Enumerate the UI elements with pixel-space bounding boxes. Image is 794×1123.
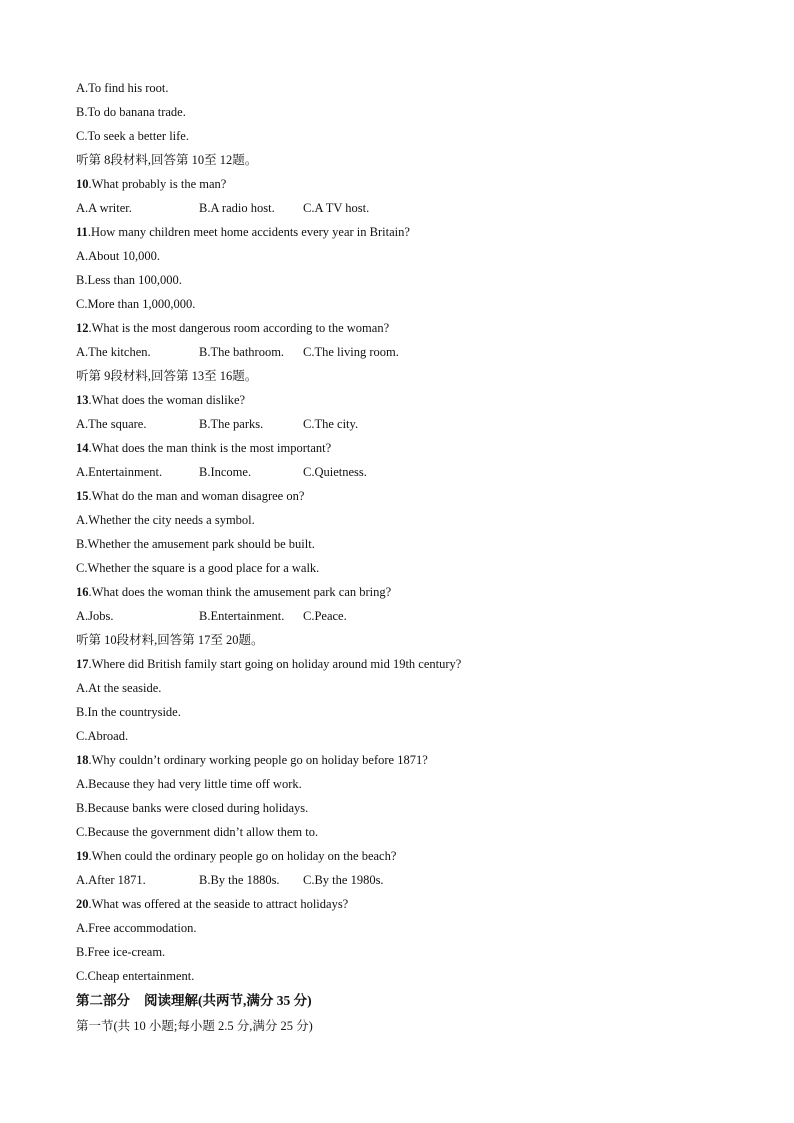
option-c: C.Abroad. <box>76 729 129 743</box>
question-text: .What does the woman think the amusement park can bring? <box>88 585 392 599</box>
options-row <box>76 868 726 892</box>
option-b: B.Whether the amusement park should be built. <box>76 537 315 551</box>
option-c: C.More than 1,000,000. <box>76 297 196 311</box>
question-number: 20 <box>76 897 89 911</box>
option-c: C.The city. <box>303 417 359 431</box>
document-page <box>76 76 726 1038</box>
option-b: B.The parks. <box>199 417 264 431</box>
question-text: .When could the ordinary people go on holiday on the beach? <box>88 849 397 863</box>
option-a: A.A writer. <box>76 201 132 215</box>
option-c: C.The living room. <box>303 345 399 359</box>
options-row <box>76 412 726 436</box>
question-number: 18 <box>76 753 89 767</box>
question-15 <box>76 484 726 508</box>
question-text: .Where did British family start going on holiday around mid 19th century? <box>88 657 462 671</box>
instruction-line: 听第 9段材料,回答第 13至 16题。 <box>76 369 258 383</box>
option-a: A.Because they had very little time off work. <box>76 777 302 791</box>
option-b: B.By the 1880s. <box>199 873 280 887</box>
options-row <box>76 196 726 220</box>
option-c: C.Whether the square is a good place for a walk. <box>76 561 320 575</box>
question-16 <box>76 580 726 604</box>
question-number: 10 <box>76 177 89 191</box>
section-title: 阅读理解(共两节,满分 35 分) <box>144 993 312 1008</box>
options-row <box>76 460 726 484</box>
section-part: 第二部分 <box>76 993 130 1008</box>
option-a: A.The kitchen. <box>76 345 151 359</box>
question-12 <box>76 316 726 340</box>
question-13 <box>76 388 726 412</box>
question-text: .What does the man think is the most important? <box>88 441 332 455</box>
option-line: C.To seek a better life. <box>76 129 189 143</box>
option-b: B.In the countryside. <box>76 705 181 719</box>
question-14 <box>76 436 726 460</box>
option-a: A.Whether the city needs a symbol. <box>76 513 255 527</box>
subsection-heading: 第一节(共 10 小题;每小题 2.5 分,满分 25 分) <box>76 1019 313 1033</box>
option-c: C.Peace. <box>303 609 347 623</box>
question-number: 13 <box>76 393 89 407</box>
option-b: B.Less than 100,000. <box>76 273 182 287</box>
instruction-line: 听第 8段材料,回答第 10至 12题。 <box>76 153 258 167</box>
option-a: A.Jobs. <box>76 609 114 623</box>
option-c: C.Cheap entertainment. <box>76 969 195 983</box>
question-10 <box>76 172 726 196</box>
option-a: A.At the seaside. <box>76 681 162 695</box>
section-heading <box>76 988 726 1014</box>
option-line: B.To do banana trade. <box>76 105 186 119</box>
option-c: C.By the 1980s. <box>303 873 384 887</box>
question-18 <box>76 748 726 772</box>
option-b: B.The bathroom. <box>199 345 285 359</box>
question-number: 14 <box>76 441 89 455</box>
option-b: B.Income. <box>199 465 252 479</box>
question-11 <box>76 220 726 244</box>
question-20 <box>76 892 726 916</box>
question-text: .What does the woman dislike? <box>88 393 246 407</box>
question-text: .What probably is the man? <box>88 177 227 191</box>
option-b: B.Entertainment. <box>199 609 285 623</box>
question-number: 17 <box>76 657 89 671</box>
question-17 <box>76 652 726 676</box>
question-text: .How many children meet home accidents every year in Britain? <box>87 225 410 239</box>
question-text: .What do the man and woman disagree on? <box>88 489 305 503</box>
question-number: 19 <box>76 849 89 863</box>
option-a: A.Entertainment. <box>76 465 163 479</box>
question-number: 11 <box>76 225 88 239</box>
option-a: A.Free accommodation. <box>76 921 197 935</box>
option-a: A.About 10,000. <box>76 249 161 263</box>
option-c: C.Quietness. <box>303 465 367 479</box>
instruction-line: 听第 10段材料,回答第 17至 20题。 <box>76 633 264 647</box>
question-text: .Why couldn’t ordinary working people go on holiday before 1871? <box>88 753 428 767</box>
question-text: .What is the most dangerous room according to the woman? <box>88 321 390 335</box>
question-number: 12 <box>76 321 89 335</box>
option-b: B.A radio host. <box>199 201 275 215</box>
question-text: .What was offered at the seaside to attract holidays? <box>88 897 349 911</box>
option-c: C.A TV host. <box>303 201 370 215</box>
option-c: C.Because the government didn’t allow them to. <box>76 825 319 839</box>
option-a: A.After 1871. <box>76 873 146 887</box>
options-row <box>76 604 726 628</box>
option-a: A.The square. <box>76 417 147 431</box>
question-number: 15 <box>76 489 89 503</box>
option-b: B.Because banks were closed during holidays. <box>76 801 309 815</box>
option-b: B.Free ice-cream. <box>76 945 166 959</box>
option-line: A.To find his root. <box>76 81 169 95</box>
question-number: 16 <box>76 585 89 599</box>
question-19 <box>76 844 726 868</box>
options-row <box>76 340 726 364</box>
